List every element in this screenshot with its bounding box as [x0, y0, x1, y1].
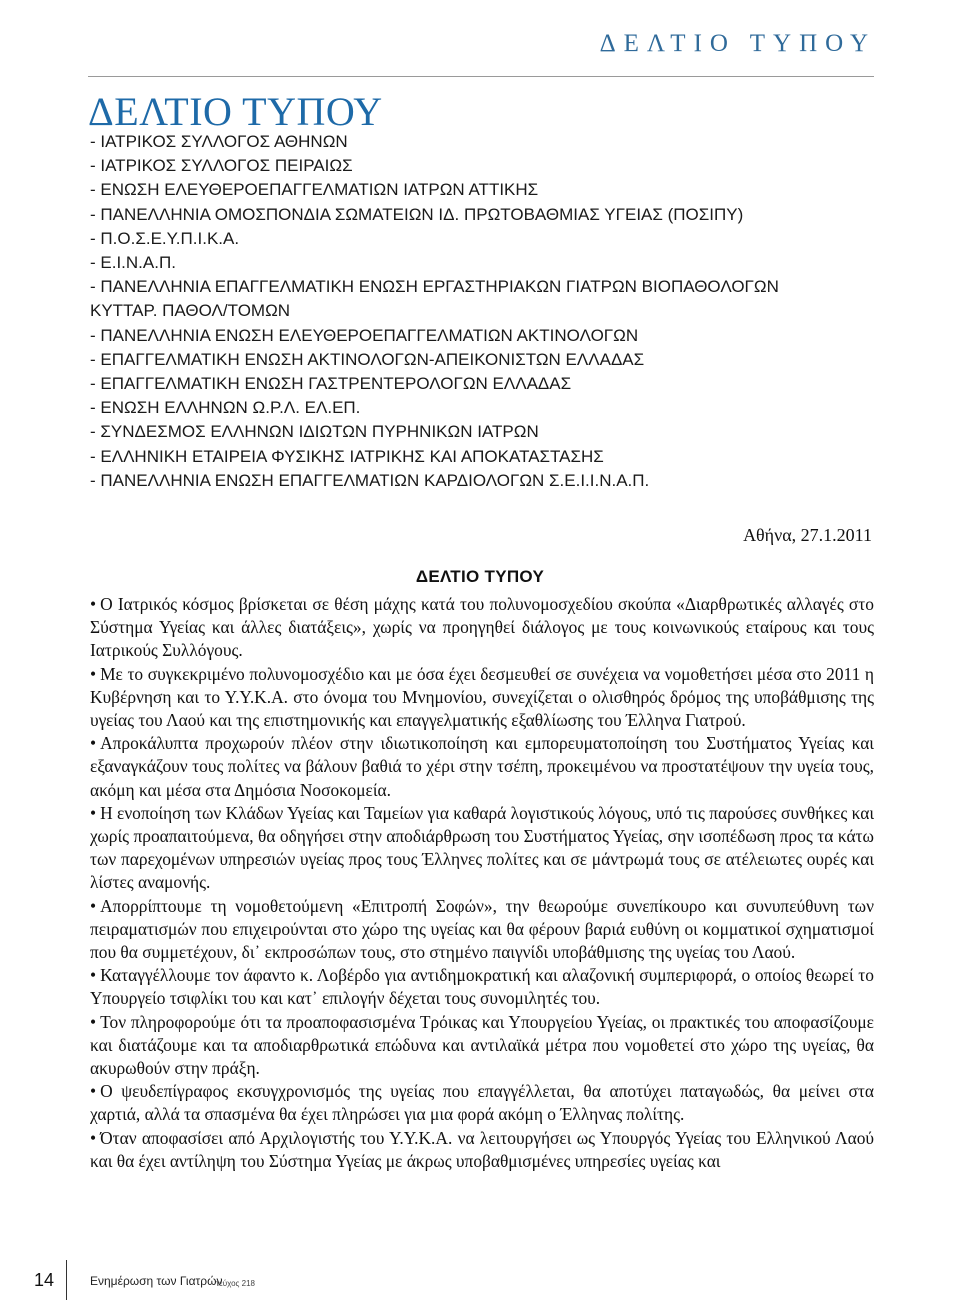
press-release-body	[90, 593, 874, 1173]
bullet-icon: •	[90, 965, 97, 986]
union-item: ΚΥΤΤΑΡ. ΠΑΘΟΛ/ΤΟΜΩΝ	[90, 301, 291, 321]
union-item: - ΠΑΝΕΛΛΗΝΙΑ ΕΝΩΣΗ ΕΠΑΓΓΕΛΜΑΤΙΩΝ ΚΑΡΔΙΟΛΟΓΩΝ Σ.Ε.Ι.Ι.Ν.Α.Π.	[90, 470, 650, 490]
paragraph	[90, 964, 874, 1010]
paragraph-text: Απορρίπτουμε τη νομοθετούμενη «Επιτροπή Σοφών», την θεωρούμε συνεπίκουρο και συνυπεύθυνη των πειραματισμών που επιχειρούνται στο χώρο της υγείας και θα φέρουν βαριά ευθύνη οι κομματικοί σχηματισμοί που θα συμμετέχουν, δι᾽ εκπροσώπων τους, στο στημένο παιγνίδι υποβάθμισης της υγείας του Λαού.	[90, 895, 874, 963]
union-item: - ΣΥΝΔΕΣΜΟΣ ΕΛΛΗΝΩΝ ΙΔΙΩΤΩΝ ΠΥΡΗΝΙΚΩΝ ΙΑΤΡΩΝ	[90, 422, 539, 442]
union-item: - ΕΠΑΓΓΕΛΜΑΤΙΚΗ ΕΝΩΣΗ ΓΑΣΤΡΕΝΤΕΡΟΛΟΓΩΝ ΕΛΛΑΔΑΣ	[90, 374, 572, 394]
bullet-icon: •	[90, 895, 97, 916]
union-item: - ΙΑΤΡΙΚΟΣ ΣΥΛΛΟΓΟΣ ΠΕΙΡΑΙΩΣ	[90, 156, 353, 176]
union-item: - ΕΝΩΣΗ ΕΛΛΗΝΩΝ Ω.Ρ.Λ. ΕΛ.ΕΠ.	[90, 398, 361, 418]
bullet-icon: •	[90, 1127, 97, 1148]
paragraph-text: Η ενοποίηση των Κλάδων Υγείας και Ταμείων για καθαρά λογιστικούς λόγους, υπό τις παρούσες συνθήκες και χωρίς προαπαιτούμενα, θα οδηγήσει στην αποδιάρθρωση του Συστήματος Υγείας, σην ισοπέδωση προς τα κάτω των παρεχομένων υπηρεσιών υγείας προς τους Έλληνες πολίτες και σε μάντρωμά τους σε ατέλειωτες ουρές και λίστες αναμονής.	[90, 802, 874, 893]
paragraph	[90, 593, 874, 663]
paragraph-text: Όταν αποφασίσει από Αρχιλογιστής του Υ.Υ.Κ.Α. να λειτουργήσει ως Υπουργός Υγείας του Ελληνικού Λαού και θα έχει αντίληψη του Σύστημα Υγείας με άκρως υποβαθμισμένες υπηρεσίες υγείας και	[90, 1127, 874, 1171]
footer-divider	[66, 1260, 67, 1300]
paragraph	[90, 1080, 874, 1126]
page-number: 14	[34, 1270, 55, 1290]
bullet-icon: •	[90, 1011, 97, 1032]
paragraph-text: Τον πληροφορούμε ότι τα προαποφασισμένα Τρόικας και Υπουργείου Υγείας, οι πρακτικές του αποφασίζουμε και διατάζουμε και τα αποδιαρθρωτικά επώδυνα και αντιλαϊκά μέτρα που νομοθετεί στο χώρο της υγείας, θα ακυρωθούν στην πράξη.	[90, 1011, 874, 1079]
header-divider	[88, 76, 874, 77]
bullet-icon: •	[90, 802, 97, 823]
paragraph-text: Απροκάλυπτα προχωρούν πλέον στην ιδιωτικοποίηση και εμπορευματοποίηση του Συστήματος Υγείας και εξαναγκάζουν τους πολίτες να βάλουν βαθιά το χέρι στην τσέπη, προκειμένου να προστατέψουν την υγεία τους, ακόμη και μέσα στα Δημόσια Νοσοκομεία.	[90, 733, 874, 800]
press-release-heading: ΔΕΛΤΙΟ ΤΥΠΟΥ	[415, 567, 545, 586]
union-item: - ΙΑΤΡΙΚΟΣ ΣΥΛΛΟΓΟΣ ΑΘΗΝΩΝ	[90, 132, 348, 151]
page-title: ΔΕΛΤΙΟ ΤΥΠΟΥ	[88, 89, 383, 134]
paragraph-text: Ο Ιατρικός κόσμος βρίσκεται σε θέση μάχης κατά του πολυνομοσχεδίου σκούπα «Διαρθρωτικές αλλαγές στο Σύστημα Υγείας και άλλες διατάξεις», χωρίς να προηγηθεί διάλογος με τους κοινωνικούς εταίρους και τους Ιατρικούς Συλλόγους.	[90, 594, 874, 661]
paragraph-text: Με το συγκεκριμένο πολυνομοσχέδιο και με όσα έχει δεσμευθεί σε συνέχεια να νομοθετήσει μέσα στο 2011 η Κυβέρνηση και το Υ.Υ.Κ.Α. στο όνομα του Μνημονίου, συνεχίζεται ο ολισθηρός δρόμος της υποβάθμισης της υγείας του Λαού και της επιστημονικής και επαγγελματικής εξαθλίωσης του Έλληνα Γιατρού.	[90, 663, 874, 731]
paragraph	[90, 1011, 874, 1081]
magazine-name: Ενημέρωση των Γιατρών	[90, 1274, 223, 1288]
union-item: - ΕΠΑΓΓΕΛΜΑΤΙΚΗ ΕΝΩΣΗ ΑΚΤΙΝΟΛΟΓΩΝ-ΑΠΕΙΚΟΝΙΣΤΩΝ ΕΛΛΑΔΑΣ	[90, 349, 645, 369]
bullet-icon: •	[90, 1081, 97, 1102]
union-item: - Π.Ο.Σ.Ε.Υ.Π.Ι.Κ.Α.	[90, 228, 240, 248]
union-item: - ΕΝΩΣΗ ΕΛΕΥΘΕΡΟΕΠΑΓΓΕΛΜΑΤΙΩΝ ΙΑΤΡΩΝ ΑΤΤΙΚΗΣ	[90, 180, 539, 200]
paragraph	[90, 895, 874, 965]
paragraph	[90, 663, 874, 733]
paragraph	[90, 732, 874, 802]
bullet-icon: •	[90, 594, 97, 614]
paragraph	[90, 802, 874, 895]
issue-number: τεύχος 218	[216, 1279, 255, 1288]
bullet-icon: •	[90, 733, 97, 754]
union-item: - ΠΑΝΕΛΛΗΝΙΑ ΕΠΑΓΓΕΛΜΑΤΙΚΗ ΕΝΩΣΗ ΕΡΓΑΣΤΗΡΙΑΚΩΝ ΓΙΑΤΡΩΝ ΒΙΟΠΑΘΟΛΟΓΩΝ	[90, 277, 779, 297]
union-item: - ΕΛΛΗΝΙΚΗ ΕΤΑΙΡΕΙΑ ΦΥΣΙΚΗΣ ΙΑΤΡΙΚΗΣ ΚΑΙ ΑΠΟΚΑΤΑΣΤΑΣΗΣ	[90, 446, 604, 466]
bullet-icon: •	[90, 663, 97, 684]
union-item: - Ε.Ι.Ν.Α.Π.	[90, 253, 176, 273]
paragraph	[90, 1127, 874, 1173]
date-line: Αθήνα, 27.1.2011	[743, 525, 872, 545]
union-item: - ΠΑΝΕΛΛΗΝΙΑ ΕΝΩΣΗ ΕΛΕΥΘΕΡΟΕΠΑΓΓΕΛΜΑΤΙΩΝ ΑΚΤΙΝΟΛΟΓΩΝ	[90, 325, 639, 345]
union-list	[90, 130, 880, 493]
paragraph-text: Ο ψευδεπίγραφος εκσυγχρονισμός της υγείας που επαγγέλλεται, θα αποτύχει παταγωδώς, θα μείνει στα χαρτιά, αλλά τα σπασμένα θα έχει πληρώσει για μια φορά ακόμη ο Έλληνας πολίτης.	[90, 1081, 874, 1125]
running-head: ΔΕΛΤΙΟ ΤΥΠΟΥ	[599, 30, 876, 57]
paragraph-text: Καταγγέλλουμε τον άφαντο κ. Λοβέρδο για αντιδημοκρατική και αλαζονική συμπεριφορά, ο οποίος θεωρεί το Υπουργείο τσιφλίκι του και κατ᾽ επιλογήν δέχεται τους συνομιλητές του.	[90, 965, 874, 1009]
union-item: - ΠΑΝΕΛΛΗΝΙΑ ΟΜΟΣΠΟΝΔΙΑ ΣΩΜΑΤΕΙΩΝ ΙΔ. ΠΡΩΤΟΒΑΘΜΙΑΣ ΥΓΕΙΑΣ (ΠΟΣΙΠΥ)	[90, 204, 744, 224]
